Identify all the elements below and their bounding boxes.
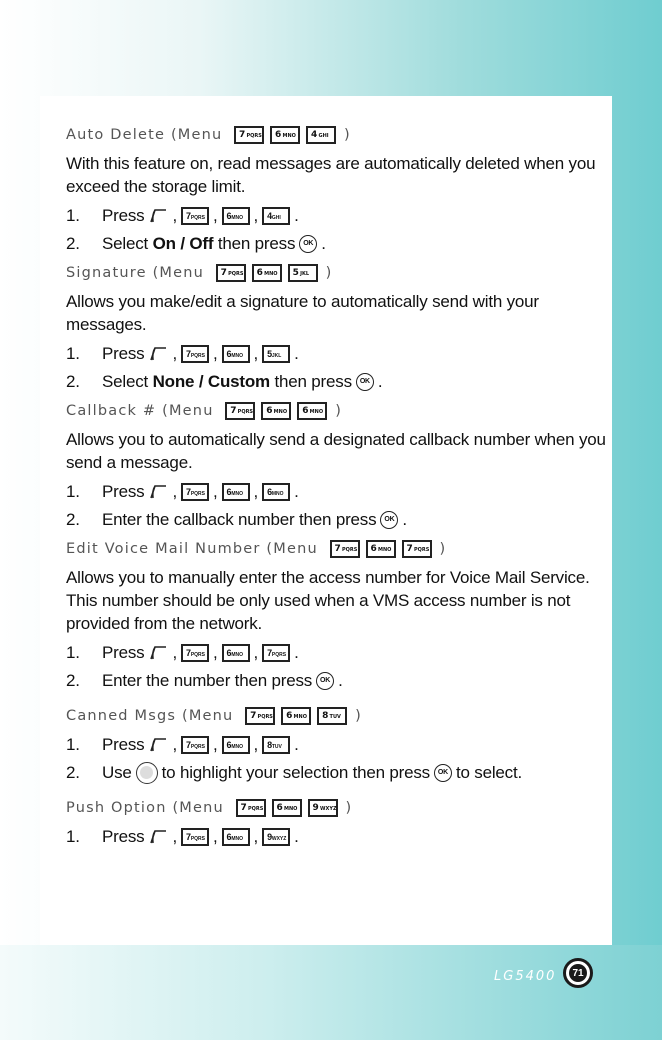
key-7-icon: 7PQRS <box>262 644 290 662</box>
step-item: 2. Use to highlight your selection then press OK to select. <box>66 763 523 782</box>
key-6-icon: 6MNO <box>261 402 291 420</box>
menu-label: (Menu <box>162 403 214 419</box>
section-title: Push Option <box>66 800 167 816</box>
section-description: Allows you make/edit a signature to automatically send with your messages. <box>66 292 539 334</box>
key-4-icon: 4GHI <box>306 126 336 144</box>
menu-softkey-icon <box>148 736 168 754</box>
key-6-icon: 6MNO <box>222 828 250 846</box>
key-7-icon: 7PQRS <box>225 402 255 420</box>
key-6-icon: 6MNO <box>297 402 327 420</box>
section-title: Edit Voice Mail Number <box>66 541 261 557</box>
key-6-icon: 6MNO <box>270 126 300 144</box>
section-title: Signature <box>66 265 147 281</box>
section-heading-push-option: Push Option (Menu 7PQRS 6MNO 9WXYZ ) <box>66 800 353 816</box>
ok-key-icon: OK <box>380 511 398 529</box>
key-6-icon: 6MNO <box>262 483 290 501</box>
step-item: 1. Press , 7PQRS , 6MNO , 8TUV . <box>66 735 299 754</box>
menu-label: (Menu <box>266 541 318 557</box>
menu-label: (Menu <box>181 708 234 724</box>
step-item: 1. Press , 7PQRS , 6MNO , 9WXYZ . <box>66 827 299 846</box>
key-8-icon: 8TUV <box>262 736 290 754</box>
menu-softkey-icon <box>148 345 168 363</box>
key-6-icon: 6MNO <box>252 264 282 282</box>
key-6-icon: 6MNO <box>222 644 250 662</box>
section-description: With this feature on, read messages are automatically deleted when you exceed the storage limit. <box>66 154 596 196</box>
menu-softkey-icon <box>148 828 168 846</box>
step-item: 1. Press , 7PQRS , 6MNO , 7PQRS . <box>66 643 299 662</box>
key-7-icon: 7PQRS <box>181 644 209 662</box>
step-item: 1. Press , 7PQRS , 6MNO , 5JKL . <box>66 344 299 363</box>
key-9-icon: 9WXYZ <box>262 828 290 846</box>
key-6-icon: 6MNO <box>222 207 250 225</box>
manual-content <box>66 124 606 851</box>
key-7-icon: 7PQRS <box>216 264 246 282</box>
section-title: Canned Msgs <box>66 708 177 724</box>
menu-label: (Menu <box>172 800 224 816</box>
step-item: 2. Enter the callback number then press OK . <box>66 510 407 529</box>
menu-softkey-icon <box>148 483 168 501</box>
key-7-icon: 7PQRS <box>181 483 209 501</box>
model-name: LG5400 <box>494 969 557 984</box>
section-heading-voice-mail: Edit Voice Mail Number (Menu 7PQRS 6MNO 7PQRS ) <box>66 541 447 557</box>
section-title: Callback # <box>66 403 157 419</box>
navigation-key-icon <box>136 762 158 784</box>
footer-band <box>0 945 662 1040</box>
key-7-icon: 7PQRS <box>245 707 275 725</box>
ok-key-icon: OK <box>434 764 452 782</box>
step-item: 2. Enter the number then press OK . <box>66 671 343 690</box>
key-9-icon: 9WXYZ <box>308 799 338 817</box>
page-number: 71 <box>569 964 587 982</box>
key-7-icon: 7PQRS <box>181 345 209 363</box>
step-item: 2. Select None / Custom then press OK . <box>66 372 383 391</box>
key-7-icon: 7PQRS <box>234 126 264 144</box>
section-heading-auto-delete: Auto Delete (Menu 7PQRS 6MNO 4GHI ) <box>66 127 351 143</box>
step-item: 1. Press , 7PQRS , 6MNO , 6MNO . <box>66 482 299 501</box>
section-heading-canned-msgs: Canned Msgs (Menu 7PQRS 6MNO 8TUV ) <box>66 708 362 724</box>
section-description: Allows you to automatically send a designated callback number when you send a message. <box>66 430 606 472</box>
menu-label: (Menu <box>152 265 205 281</box>
step-item: 1. Press , 7PQRS , 6MNO , 4GHI . <box>66 206 299 225</box>
section-heading-callback: Callback # (Menu 7PQRS 6MNO 6MNO ) <box>66 403 343 419</box>
key-8-icon: 8TUV <box>317 707 347 725</box>
key-7-icon: 7PQRS <box>330 540 360 558</box>
section-title: Auto Delete <box>66 127 166 143</box>
page-number-badge <box>563 958 593 988</box>
ok-key-icon: OK <box>356 373 374 391</box>
key-7-icon: 7PQRS <box>236 799 266 817</box>
key-6-icon: 6MNO <box>366 540 396 558</box>
section-description: Allows you to manually enter the access number for Voice Mail Service. This number should be only used when a VMS access number is not provided from the network. <box>66 568 590 633</box>
step-item: 2. Select On / Off then press OK . <box>66 234 326 253</box>
menu-label: (Menu <box>170 127 223 143</box>
ok-key-icon: OK <box>316 672 334 690</box>
key-7-icon: 7PQRS <box>402 540 432 558</box>
ok-key-icon: OK <box>299 235 317 253</box>
key-5-icon: 5JKL <box>262 345 290 363</box>
key-6-icon: 6MNO <box>222 736 250 754</box>
key-4-icon: 4GHI <box>262 207 290 225</box>
menu-softkey-icon <box>148 644 168 662</box>
key-5-icon: 5JKL <box>288 264 318 282</box>
key-7-icon: 7PQRS <box>181 207 209 225</box>
key-7-icon: 7PQRS <box>181 736 209 754</box>
section-heading-signature: Signature (Menu 7PQRS 6MNO 5JKL ) <box>66 265 333 281</box>
menu-softkey-icon <box>148 207 168 225</box>
key-6-icon: 6MNO <box>222 345 250 363</box>
key-6-icon: 6MNO <box>281 707 311 725</box>
key-7-icon: 7PQRS <box>181 828 209 846</box>
key-6-icon: 6MNO <box>272 799 302 817</box>
key-6-icon: 6MNO <box>222 483 250 501</box>
